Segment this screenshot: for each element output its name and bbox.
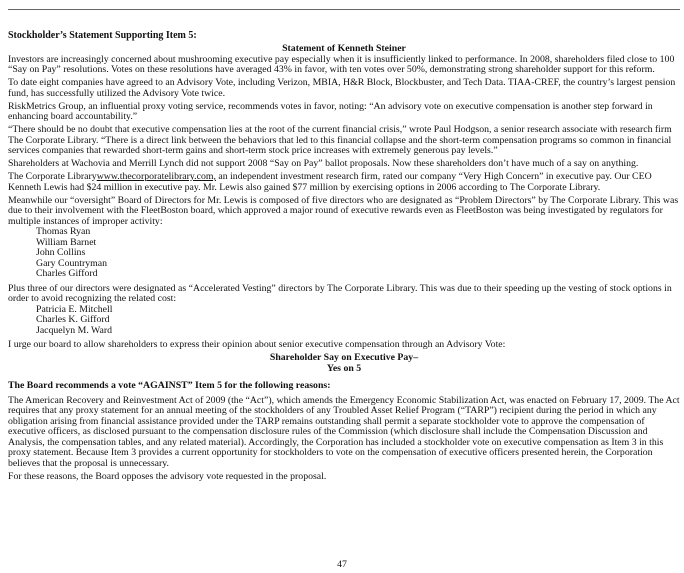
- list-item: Charles Gifford: [36, 268, 98, 279]
- paragraph-corporate-library: [8, 172, 680, 193]
- list-item: Charles K. Gifford: [36, 314, 110, 325]
- list-item: Gary Countryman: [36, 257, 108, 269]
- paragraph-advisory-vote: To date eight companies have agreed to an Advisory Vote, including Verizon, MBIA, H&R Block, Blockbuster, and Tech Data. TIAA-CREF, the country’s largest pension fund, has successfully utilized the Advisory Vote twice.: [8, 77, 676, 99]
- top-rule: [8, 9, 680, 10]
- list-item: Patricia E. Mitchell: [36, 303, 113, 315]
- paragraph-urge-board: I urge our board to allow shareholders to express their opinion about senior executive compensation through an Advisory Vote:: [8, 339, 506, 350]
- corporate-library-link[interactable]: www.thecorporatelibrary.com,: [96, 171, 216, 182]
- board-conclusion: For these reasons, the Board opposes the advisory vote requested in the proposal.: [8, 470, 327, 482]
- closing-title-line-2: Yes on 5: [326, 362, 362, 374]
- section-title: Stockholder’s Statement Supporting Item 5:: [8, 30, 197, 41]
- paragraph-hodgson-quote: “There should be no doubt that executive compensation lies at the root of the current financial crisis,” wrote Paul Hodgson, a senior research associate with research firm The Corporate Library. “There is a direct link between the behaviors that led to this financial collapse and the short-term compensation programs so common in financial services companies that rewarded short-term gains and short-term stock price increases with extremely generous pay levels.”: [8, 124, 672, 156]
- list-item: John Collins: [36, 247, 86, 258]
- board-recommendation-heading: The Board recommends a vote “AGAINST” Item 5 for the following reasons:: [8, 380, 331, 391]
- board-reason-paragraph: The American Recovery and Reinvestment Act of 2009 (the “Act”), which amends the Emergency Economic Stabilization Act, was enacted on February 17, 2009. The Act requires that any proxy statement for an annual meeting of the stockholders of any Troubled Asset Relief Program (“TARP”) recipient during the period in which any obligation arising from financial assistance provided under the TARP remains outstanding shall permit a separate stockholder vote to approve the compensation of executive officers, as disclosed pursuant to the compensation disclosure rules of the Commission (which disclosure shall include the Compensation Discussion and Analysis, the compensation tables, and any related material). Accordingly, the Corporation has included a stockholder vote on executive compensation as Item 3 in this proxy statement. Because Item 3 provides a current opportunity for stockholders to vote on the compensation of executive officers presented herein, the Corporation believes that the proposal is unnecessary.: [8, 394, 680, 469]
- list-item: Jacquelyn M. Ward: [36, 324, 113, 336]
- paragraph-accelerated-vesting: Plus three of our directors were designated as “Accelerated Vesting” directors by The Corporate Library. This was due to their speeding up the vesting of stock options in order to avoid recognizing the related cost:: [8, 282, 672, 304]
- paragraph-say-on-pay: Investors are increasingly concerned about mushrooming executive pay especially when it is insufficiently linked to performance. In 2008, shareholders filed close to 100 “Say on Pay” resolutions. Votes on these resolutions have averaged 43% in favor, with ten votes over 50%, demonstrating strong shareholder support for this reform.: [8, 53, 675, 75]
- p6-prefix: The Corporate Library: [8, 171, 97, 182]
- document-body: [8, 44, 680, 482]
- page-number: 47: [337, 559, 347, 570]
- paragraph-wachovia: Shareholders at Wachovia and Merrill Lynch did not support 2008 “Say on Pay” ballot proposals. Now these shareholders don’t have much of a say on anything.: [8, 158, 639, 169]
- accelerated-directors-list: [36, 305, 680, 337]
- closing-title-line-1: Shareholder Say on Executive Pay–: [269, 352, 419, 363]
- problem-directors-list: [36, 227, 680, 280]
- paragraph-riskmetrics: RiskMetrics Group, an influential proxy voting service, recommends votes in favor, noting: “An advisory vote on executive compensation is another step forward in enhancing board accountability.”: [8, 100, 653, 122]
- p6-suffix: an independent investment research firm, rated our company “Very High Concern” in executive pay. Our CEO Kenneth Lewis had $24 million in executive pay. Mr. Lewis also gained $77 million by exercising options in 2006 according to The Corporate Library.: [8, 171, 652, 193]
- statement-title: Statement of Kenneth Steiner: [282, 43, 406, 54]
- paragraph-problem-directors: Meanwhile our “oversight” Board of Directors for Mr. Lewis is composed of five directors who are designated as “Problem Directors” by The Corporate Library. This was due to their involvement with the FleetBoston board, which approved a major round of executive rewards even as FleetBoston was being investigated by regulators for multiple instances of improper activity:: [8, 194, 679, 227]
- list-item: William Barnet: [36, 236, 97, 248]
- list-item: Thomas Ryan: [36, 226, 91, 237]
